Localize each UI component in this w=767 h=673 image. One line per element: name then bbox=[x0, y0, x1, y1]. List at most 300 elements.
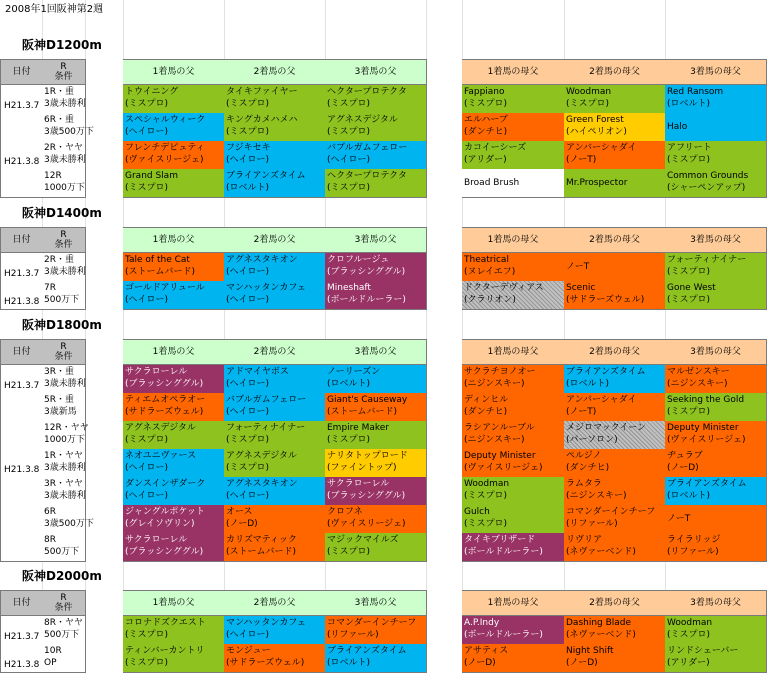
damsire-cell-3 bbox=[665, 644, 767, 673]
horse-name: サクラチヨノオー bbox=[464, 367, 536, 377]
sire-cell-2 bbox=[224, 169, 326, 198]
sire-cell-1 bbox=[123, 113, 225, 142]
horse-name: サクラローレル bbox=[327, 479, 390, 489]
horse-name: ナリタトップロード bbox=[327, 451, 408, 461]
damsire-cell-2 bbox=[564, 365, 666, 394]
horse-name: Mineshaft bbox=[327, 283, 371, 293]
damsire-cell-3 bbox=[665, 505, 767, 534]
sire-line: (ストームバード) bbox=[125, 267, 196, 277]
sire-cell-2 bbox=[224, 365, 326, 394]
horse-name: Giant's Causeway bbox=[327, 395, 408, 405]
sire-line: (ヘイロー) bbox=[125, 463, 169, 473]
horse-name: アグネスデジタル bbox=[226, 451, 297, 461]
sire-line: (ミスプロ) bbox=[327, 99, 371, 109]
sire-line: (ヘイロー) bbox=[125, 127, 169, 137]
header-damsire-1: 1着馬の母父 bbox=[462, 59, 565, 85]
header-race-top: R bbox=[60, 230, 67, 240]
sire-line: (ミスプロ) bbox=[125, 630, 169, 640]
sire-line: (ノーT) bbox=[566, 155, 597, 165]
sire-line: (ダンチヒ) bbox=[464, 127, 508, 137]
sire-line: (ニジンスキー) bbox=[464, 379, 525, 389]
race-cell bbox=[42, 113, 94, 142]
race-number: 8R bbox=[44, 535, 56, 545]
sire-line: (ブラッシンググル) bbox=[327, 267, 406, 277]
header-sire-3: 3着馬の父 bbox=[325, 339, 427, 365]
horse-name: Woodman bbox=[667, 618, 713, 628]
header-date: 日付 bbox=[0, 59, 43, 85]
sire-line: (アリダー) bbox=[667, 658, 710, 668]
header-damsire-1: 1着馬の母父 bbox=[462, 339, 565, 365]
sire-line: (ストームバード) bbox=[327, 407, 398, 417]
horse-name: Deputy Minister bbox=[464, 451, 536, 461]
sire-line: (ヘイロー) bbox=[226, 155, 270, 165]
sire-cell-1 bbox=[123, 169, 225, 198]
race-date: H21.3.8 bbox=[4, 660, 40, 670]
date-cell bbox=[0, 253, 43, 282]
header-damsire-3: 3着馬の母父 bbox=[665, 339, 767, 365]
race-number: 6R bbox=[44, 507, 56, 517]
sire-line: (ロベルト) bbox=[566, 379, 610, 389]
sire-line: (シャーペンアップ) bbox=[667, 183, 746, 193]
horse-name: ノーT bbox=[667, 514, 691, 524]
horse-name: コロナドズクエスト bbox=[125, 618, 206, 628]
sire-cell-1 bbox=[123, 393, 225, 422]
damsire-cell-2 bbox=[564, 169, 666, 198]
header-damsire-2: 2着馬の母父 bbox=[564, 339, 666, 365]
horse-name: ラムタラ bbox=[566, 479, 602, 489]
damsire-cell-3 bbox=[665, 113, 767, 142]
horse-name: モンジュー bbox=[226, 646, 271, 656]
horse-name: アサティス bbox=[464, 646, 509, 656]
sire-line: (ヘイロー) bbox=[125, 491, 169, 501]
header-sire-3: 3着馬の父 bbox=[325, 590, 427, 616]
damsire-cell-1 bbox=[462, 644, 565, 673]
header-sire-2: 2着馬の父 bbox=[224, 590, 326, 616]
header-sire-1: 1着馬の父 bbox=[123, 227, 225, 253]
race-condition: 3歳500万下 bbox=[44, 519, 94, 529]
sire-cell-3 bbox=[325, 421, 427, 450]
race-date: H21.3.8 bbox=[4, 157, 40, 167]
sire-cell-1 bbox=[123, 533, 225, 562]
sire-cell-2 bbox=[224, 421, 326, 450]
header-race bbox=[42, 59, 86, 85]
header-race-bottom: 条件 bbox=[54, 603, 73, 613]
damsire-cell-1 bbox=[462, 533, 565, 562]
horse-name: サクラローレル bbox=[125, 367, 188, 377]
header-damsire-2: 2着馬の母父 bbox=[564, 227, 666, 253]
sire-line: (ヘイロー) bbox=[226, 491, 270, 501]
damsire-cell-2 bbox=[564, 85, 666, 114]
sire-line: (クラリオン) bbox=[464, 295, 516, 305]
sire-cell-3 bbox=[325, 85, 427, 114]
race-cell bbox=[42, 393, 86, 422]
horse-name: ブライアンズタイム bbox=[327, 646, 407, 656]
date-cell bbox=[0, 449, 43, 478]
damsire-cell-3 bbox=[665, 393, 767, 422]
race-number: 3R・ヤヤ bbox=[44, 479, 83, 489]
damsire-cell-1 bbox=[462, 421, 565, 450]
horse-name: マンハッタンカフェ bbox=[226, 618, 306, 628]
race-condition: 1000万下 bbox=[44, 435, 85, 445]
horse-name: Green Forest bbox=[566, 115, 624, 125]
horse-name: ディンヒル bbox=[464, 395, 509, 405]
race-number: 2R・ヤヤ bbox=[44, 143, 83, 153]
horse-name: エルハーブ bbox=[464, 115, 508, 125]
horse-name: ゴールドアリュール bbox=[125, 283, 205, 293]
horse-name: タイキファイヤー bbox=[226, 87, 298, 97]
race-condition: 3歳未勝利 bbox=[44, 491, 86, 501]
section-title: 阪神D1400m bbox=[22, 206, 102, 220]
header-race-bottom: 条件 bbox=[54, 72, 73, 82]
sire-line: (ミスプロ) bbox=[226, 463, 270, 473]
horse-name: オース bbox=[226, 507, 253, 517]
damsire-cell-3 bbox=[665, 365, 767, 394]
damsire-cell-3 bbox=[665, 449, 767, 478]
race-cell bbox=[42, 253, 86, 282]
race-number: 1R・重 bbox=[44, 87, 74, 97]
horse-name: アグネスタキオン bbox=[226, 255, 298, 265]
date-cell bbox=[0, 393, 43, 422]
sire-cell-1 bbox=[123, 421, 225, 450]
horse-name: ブライアンズタイム bbox=[667, 479, 747, 489]
sire-line: (ヘイロー) bbox=[327, 155, 371, 165]
sire-line: (ミスプロ) bbox=[327, 435, 371, 445]
sire-cell-3 bbox=[325, 253, 427, 282]
horse-name: Tale of the Cat bbox=[125, 255, 190, 265]
date-cell bbox=[0, 421, 43, 450]
header-damsire-2: 2着馬の母父 bbox=[564, 590, 666, 616]
horse-name: タイキブリザード bbox=[464, 535, 536, 545]
sire-cell-1 bbox=[123, 616, 225, 645]
sire-line: (ヘイロー) bbox=[226, 630, 270, 640]
damsire-cell-1 bbox=[462, 113, 565, 142]
sire-line: (ノーD) bbox=[226, 519, 258, 529]
race-condition: OP bbox=[44, 658, 57, 668]
damsire-cell-1 bbox=[462, 141, 565, 170]
horse-name: リヴリア bbox=[566, 535, 603, 545]
sire-line: (ミスプロ) bbox=[667, 630, 711, 640]
horse-name: マンハッタンカフェ bbox=[226, 283, 306, 293]
sire-line: (ノーD) bbox=[667, 463, 699, 473]
sire-line: (ミスプロ) bbox=[667, 155, 711, 165]
sire-line: (ヘイロー) bbox=[226, 267, 270, 277]
sire-cell-1 bbox=[123, 505, 225, 534]
horse-name: カコイーシーズ bbox=[464, 143, 527, 153]
sire-line: (ファイントップ) bbox=[327, 463, 397, 473]
header-damsire-2: 2着馬の母父 bbox=[564, 59, 666, 85]
horse-name: バブルガムフェロー bbox=[327, 143, 408, 153]
sire-cell-2 bbox=[224, 85, 326, 114]
sire-line: (グレイソヴリン) bbox=[125, 519, 195, 529]
header-sire-3: 3着馬の父 bbox=[325, 59, 427, 85]
horse-name: アグネスデジタル bbox=[327, 115, 398, 125]
sire-line: (ヘイロー) bbox=[226, 295, 270, 305]
race-cell bbox=[42, 644, 86, 673]
race-number: 2R・重 bbox=[44, 255, 74, 265]
date-cell bbox=[0, 85, 43, 114]
sire-line: (ミスプロ) bbox=[327, 183, 371, 193]
sire-cell-2 bbox=[224, 141, 326, 170]
sire-line: (ロベルト) bbox=[327, 379, 371, 389]
damsire-cell-3 bbox=[665, 533, 767, 562]
damsire-cell-2 bbox=[564, 449, 666, 478]
damsire-cell-1 bbox=[462, 477, 565, 506]
race-number: 1R・ヤヤ bbox=[44, 451, 83, 461]
damsire-cell-2 bbox=[564, 393, 666, 422]
sire-line: (ヌレイエフ) bbox=[464, 267, 516, 277]
sire-cell-2 bbox=[224, 616, 326, 645]
header-damsire-3: 3着馬の母父 bbox=[665, 590, 767, 616]
horse-name: Empire Maker bbox=[327, 423, 389, 433]
sire-cell-2 bbox=[224, 253, 326, 282]
horse-name: Deputy Minister bbox=[667, 423, 739, 433]
horse-name: スペシャルウィーク bbox=[125, 115, 206, 125]
sire-line: (ミスプロ) bbox=[125, 183, 169, 193]
damsire-cell-1 bbox=[462, 449, 565, 478]
race-condition: 3歳未勝利 bbox=[44, 463, 86, 473]
sire-line: (ハイペリオン) bbox=[566, 127, 627, 137]
section-title: 阪神D1200m bbox=[22, 38, 102, 52]
header-race-bottom: 条件 bbox=[54, 240, 73, 250]
header-date: 日付 bbox=[0, 590, 43, 616]
sire-line: (ダンチヒ) bbox=[566, 463, 610, 473]
sire-line: (パーソロン) bbox=[566, 435, 618, 445]
date-cell bbox=[0, 281, 43, 310]
race-condition: 500万下 bbox=[44, 547, 80, 557]
header-race-top: R bbox=[60, 62, 67, 72]
header-damsire-3: 3着馬の母父 bbox=[665, 227, 767, 253]
sire-line: (ヴァイスリージェ) bbox=[125, 155, 204, 165]
header-race-top: R bbox=[60, 593, 67, 603]
horse-name: ドクターデヴィアス bbox=[464, 283, 544, 293]
header-sire-2: 2着馬の父 bbox=[224, 339, 326, 365]
damsire-cell-1 bbox=[462, 365, 565, 394]
sire-line: (ノーD) bbox=[464, 658, 496, 668]
sire-line: (ミスプロ) bbox=[667, 267, 711, 277]
race-date: H21.3.7 bbox=[4, 381, 40, 391]
race-cell bbox=[42, 85, 86, 114]
sire-line: (ボールドルーラー) bbox=[327, 295, 406, 305]
header-date: 日付 bbox=[0, 227, 43, 253]
race-condition: 3歳未勝利 bbox=[44, 155, 86, 165]
header-damsire-1: 1着馬の母父 bbox=[462, 227, 565, 253]
race-number: 3R・重 bbox=[44, 367, 74, 377]
race-number: 8R・ヤヤ bbox=[44, 618, 83, 628]
horse-name: Seeking the Gold bbox=[667, 395, 745, 405]
sire-line: (サドラーズウェル) bbox=[226, 658, 305, 668]
damsire-cell-1 bbox=[462, 253, 565, 282]
horse-name: ネオユニヴァース bbox=[125, 451, 197, 461]
race-number: 6R・重 bbox=[44, 115, 74, 125]
sire-cell-3 bbox=[325, 449, 427, 478]
sire-cell-3 bbox=[325, 505, 427, 534]
horse-name: ダンスインザダーク bbox=[125, 479, 206, 489]
race-cell bbox=[42, 365, 86, 394]
section-title: 阪神D2000m bbox=[22, 569, 102, 583]
horse-name: キングカメハメハ bbox=[226, 115, 298, 125]
header-sire-1: 1着馬の父 bbox=[123, 590, 225, 616]
sire-line: (リファール) bbox=[566, 519, 618, 529]
sire-cell-1 bbox=[123, 141, 225, 170]
sire-line: (ニジンスキー) bbox=[667, 379, 728, 389]
horse-name: サクラローレル bbox=[125, 535, 188, 545]
horse-name: クロフルージュ bbox=[327, 255, 390, 265]
date-cell bbox=[0, 141, 43, 170]
date-cell bbox=[0, 113, 43, 142]
race-cell bbox=[42, 616, 86, 645]
header-sire-2: 2着馬の父 bbox=[224, 59, 326, 85]
header-race-bottom: 条件 bbox=[54, 352, 73, 362]
race-cell bbox=[42, 533, 86, 562]
damsire-cell-3 bbox=[665, 253, 767, 282]
date-cell bbox=[0, 477, 43, 506]
sire-line: (ミスプロ) bbox=[464, 519, 508, 529]
sire-line: (ミスプロ) bbox=[327, 127, 371, 137]
sire-line: (サドラーズウェル) bbox=[125, 407, 204, 417]
sire-line: (リファール) bbox=[327, 630, 379, 640]
damsire-cell-3 bbox=[665, 616, 767, 645]
horse-name: フォーティナイナー bbox=[226, 423, 306, 433]
sire-cell-1 bbox=[123, 85, 225, 114]
sire-cell-1 bbox=[123, 281, 225, 310]
sire-line: (ヴァイスリージェ) bbox=[464, 463, 543, 473]
horse-name: アンバーシャダイ bbox=[566, 143, 637, 153]
sire-line: (ミスプロ) bbox=[125, 658, 169, 668]
race-number: 5R・重 bbox=[44, 395, 74, 405]
section-title: 阪神D1800m bbox=[22, 318, 102, 332]
race-condition: 3歳新馬 bbox=[44, 407, 77, 417]
sire-cell-2 bbox=[224, 477, 326, 506]
sire-line: (ミスプロ) bbox=[464, 99, 508, 109]
sire-cell-1 bbox=[123, 253, 225, 282]
horse-name: Theatrical bbox=[464, 255, 509, 265]
damsire-cell-2 bbox=[564, 253, 666, 282]
horse-name: Fappiano bbox=[464, 87, 505, 97]
damsire-cell-3 bbox=[665, 281, 767, 310]
sire-line: (ミスプロ) bbox=[566, 99, 610, 109]
horse-name: ティエムオペラオー bbox=[125, 395, 206, 405]
sire-line: (ブラッシンググル) bbox=[125, 379, 204, 389]
damsire-cell-3 bbox=[665, 141, 767, 170]
race-condition: 3歳未勝利 bbox=[44, 99, 86, 109]
damsire-cell-2 bbox=[564, 421, 666, 450]
sire-line: (ボールドルーラー) bbox=[464, 547, 543, 557]
horse-name: ジャングルポケット bbox=[125, 507, 205, 517]
sire-cell-3 bbox=[325, 616, 427, 645]
sire-cell-1 bbox=[123, 477, 225, 506]
sire-line: (ネヴァーベンド) bbox=[566, 547, 636, 557]
sire-cell-1 bbox=[123, 449, 225, 478]
race-cell bbox=[42, 169, 86, 198]
horse-name: コマンダーインチーフ bbox=[566, 507, 656, 517]
sire-line: (ロベルト) bbox=[667, 491, 711, 501]
horse-name: マルゼンスキー bbox=[667, 367, 730, 377]
horse-name: ヘクタープロテクタ bbox=[327, 171, 407, 181]
sire-cell-1 bbox=[123, 644, 225, 673]
sire-cell-3 bbox=[325, 113, 427, 142]
header-damsire-1: 1着馬の母父 bbox=[462, 590, 565, 616]
race-condition: 3歳未勝利 bbox=[44, 379, 86, 389]
horse-name: トウイニング bbox=[125, 87, 179, 97]
horse-name: ティンバーカントリ bbox=[125, 646, 205, 656]
horse-name: ブライアンズタイム bbox=[226, 171, 306, 181]
horse-name: バブルガムフェロー bbox=[226, 395, 307, 405]
sire-line: (ロベルト) bbox=[667, 99, 711, 109]
sire-line: (ヘイロー) bbox=[125, 295, 169, 305]
sire-line: (ノーT) bbox=[566, 407, 597, 417]
horse-name: Halo bbox=[667, 122, 688, 132]
race-cell bbox=[42, 505, 94, 534]
horse-name: Red Ransom bbox=[667, 87, 724, 97]
damsire-cell-1 bbox=[462, 616, 565, 645]
damsire-cell-2 bbox=[564, 644, 666, 673]
horse-name: カリズマティック bbox=[226, 535, 297, 545]
race-condition: 500万下 bbox=[44, 630, 80, 640]
race-number: 10R bbox=[44, 646, 62, 656]
sire-line: (アリダー) bbox=[464, 155, 507, 165]
damsire-cell-2 bbox=[564, 113, 666, 142]
damsire-cell-3 bbox=[665, 477, 767, 506]
horse-name: コマンダーインチーフ bbox=[327, 618, 417, 628]
sire-cell-2 bbox=[224, 281, 326, 310]
damsire-cell-3 bbox=[665, 421, 767, 450]
sire-cell-2 bbox=[224, 533, 326, 562]
sire-line: (ヴァイスリージェ) bbox=[667, 435, 746, 445]
sire-line: (ブラッシンググル) bbox=[327, 491, 406, 501]
horse-name: Woodman bbox=[566, 87, 612, 97]
race-number: 12R・ヤヤ bbox=[44, 423, 89, 433]
sire-line: (ミスプロ) bbox=[125, 435, 169, 445]
horse-name: アグネスデジタル bbox=[125, 423, 196, 433]
sire-line: (ヴァイスリージェ) bbox=[327, 519, 406, 529]
race-condition: 1000万下 bbox=[44, 183, 85, 193]
horse-name: Mr.Prospector bbox=[566, 178, 628, 188]
race-number: 7R bbox=[44, 283, 56, 293]
header-sire-1: 1着馬の父 bbox=[123, 339, 225, 365]
horse-name: ライラリッジ bbox=[667, 535, 721, 545]
sire-cell-2 bbox=[224, 393, 326, 422]
sire-line: (ニジンスキー) bbox=[464, 435, 525, 445]
race-date: H21.3.7 bbox=[4, 632, 40, 642]
race-cell bbox=[42, 281, 86, 310]
sire-line: (ミスプロ) bbox=[667, 295, 711, 305]
horse-name: Scenic bbox=[566, 283, 596, 293]
sire-cell-3 bbox=[325, 365, 427, 394]
sire-line: (ニジンスキー) bbox=[566, 491, 627, 501]
horse-name: マジックマイルズ bbox=[327, 535, 399, 545]
horse-name: フジキセキ bbox=[226, 143, 271, 153]
race-date: H21.3.7 bbox=[4, 269, 40, 279]
damsire-cell-2 bbox=[564, 505, 666, 534]
sire-line: (ネヴァーベンド) bbox=[566, 630, 636, 640]
header-date: 日付 bbox=[0, 339, 43, 365]
date-cell bbox=[0, 616, 43, 645]
horse-name: ラシアンルーブル bbox=[464, 423, 535, 433]
horse-name: アドマイヤボス bbox=[226, 367, 289, 377]
date-cell bbox=[0, 169, 43, 198]
horse-name: リンドシェーバー bbox=[667, 646, 739, 656]
sire-cell-1 bbox=[123, 365, 225, 394]
horse-name: アグネスタキオン bbox=[226, 479, 298, 489]
race-condition: 500万下 bbox=[44, 295, 80, 305]
horse-name: ヂュラブ bbox=[667, 451, 703, 461]
sire-line: (サドラーズウェル) bbox=[566, 295, 645, 305]
horse-name: Dashing Blade bbox=[566, 618, 632, 628]
horse-name: メジロマックイーン bbox=[566, 423, 647, 433]
horse-name: ヘクタープロテクタ bbox=[327, 87, 407, 97]
sire-line: (ストームバード) bbox=[226, 547, 297, 557]
damsire-cell-1 bbox=[462, 505, 565, 534]
